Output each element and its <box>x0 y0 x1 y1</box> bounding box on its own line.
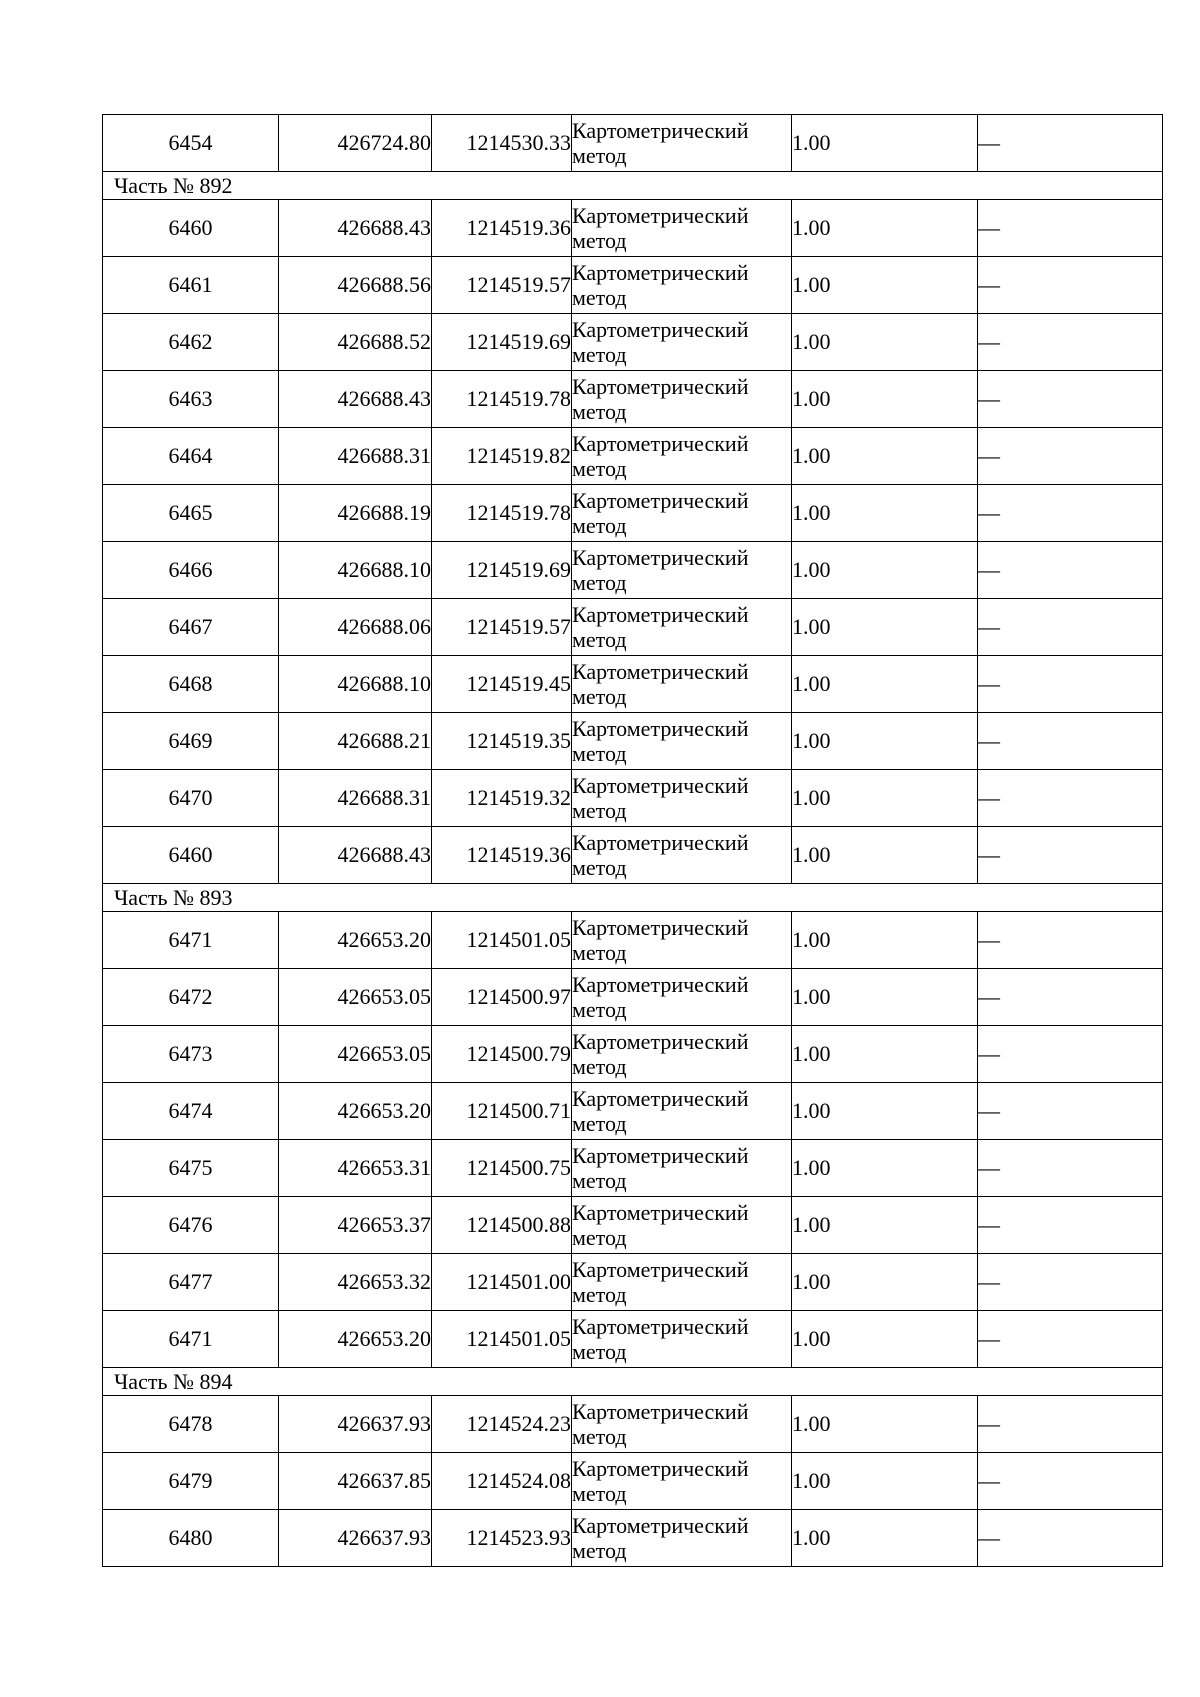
description-cell: — <box>978 485 1163 542</box>
method-line-2: метод <box>572 1054 627 1079</box>
y-coordinate-cell: 1214519.57 <box>432 257 572 314</box>
method-line-2: метод <box>572 342 627 367</box>
method-cell <box>572 1197 792 1254</box>
method-line-2: метод <box>572 1538 627 1563</box>
part-label: Часть № 894 <box>103 1368 1163 1396</box>
accuracy-cell: 1.00 <box>792 1140 978 1197</box>
table-row <box>103 371 1163 428</box>
table-row <box>103 314 1163 371</box>
x-coordinate-cell: 426653.31 <box>279 1140 432 1197</box>
x-coordinate-cell: 426688.52 <box>279 314 432 371</box>
accuracy-cell: 1.00 <box>792 314 978 371</box>
description-cell: — <box>978 1083 1163 1140</box>
y-coordinate-cell: 1214500.79 <box>432 1026 572 1083</box>
accuracy-cell: 1.00 <box>792 1453 978 1510</box>
accuracy-cell: 1.00 <box>792 257 978 314</box>
y-coordinate-cell: 1214500.71 <box>432 1083 572 1140</box>
method-cell <box>572 1083 792 1140</box>
y-coordinate-cell: 1214519.36 <box>432 200 572 257</box>
point-number-cell: 6462 <box>103 314 279 371</box>
x-coordinate-cell: 426653.32 <box>279 1254 432 1311</box>
table-row <box>103 1510 1163 1567</box>
method-cell <box>572 485 792 542</box>
method-line-1: Картометрический <box>572 1314 749 1339</box>
y-coordinate-cell: 1214519.82 <box>432 428 572 485</box>
method-line-1: Картометрический <box>572 203 749 228</box>
method-line-1: Картометрический <box>572 972 749 997</box>
method-cell <box>572 969 792 1026</box>
method-cell <box>572 656 792 713</box>
x-coordinate-cell: 426688.31 <box>279 428 432 485</box>
table-row <box>103 1254 1163 1311</box>
table-row <box>103 428 1163 485</box>
method-cell <box>572 1140 792 1197</box>
method-cell <box>572 1311 792 1368</box>
method-cell <box>572 770 792 827</box>
method-line-1: Картометрический <box>572 1086 749 1111</box>
description-cell: — <box>978 200 1163 257</box>
table-row <box>103 1311 1163 1368</box>
x-coordinate-cell: 426688.43 <box>279 371 432 428</box>
point-number-cell: 6478 <box>103 1396 279 1453</box>
method-cell <box>572 1396 792 1453</box>
y-coordinate-cell: 1214523.93 <box>432 1510 572 1567</box>
method-line-2: метод <box>572 627 627 652</box>
description-cell: — <box>978 257 1163 314</box>
method-line-2: метод <box>572 1339 627 1364</box>
point-number-cell: 6460 <box>103 200 279 257</box>
method-line-1: Картометрический <box>572 431 749 456</box>
method-line-1: Картометрический <box>572 716 749 741</box>
method-line-1: Картометрический <box>572 1143 749 1168</box>
method-line-1: Картометрический <box>572 659 749 684</box>
document-page <box>102 114 1162 1567</box>
y-coordinate-cell: 1214501.05 <box>432 1311 572 1368</box>
method-line-2: метод <box>572 456 627 481</box>
method-line-2: метод <box>572 940 627 965</box>
accuracy-cell: 1.00 <box>792 912 978 969</box>
method-cell <box>572 713 792 770</box>
x-coordinate-cell: 426688.21 <box>279 713 432 770</box>
y-coordinate-cell: 1214501.00 <box>432 1254 572 1311</box>
method-line-1: Картометрический <box>572 1200 749 1225</box>
description-cell: — <box>978 713 1163 770</box>
table-row <box>103 969 1163 1026</box>
method-line-1: Картометрический <box>572 317 749 342</box>
y-coordinate-cell: 1214519.69 <box>432 542 572 599</box>
table-row <box>103 1140 1163 1197</box>
accuracy-cell: 1.00 <box>792 656 978 713</box>
part-header-row <box>103 1368 1163 1396</box>
description-cell: — <box>978 542 1163 599</box>
accuracy-cell: 1.00 <box>792 542 978 599</box>
accuracy-cell: 1.00 <box>792 115 978 172</box>
method-line-1: Картометрический <box>572 1029 749 1054</box>
accuracy-cell: 1.00 <box>792 485 978 542</box>
y-coordinate-cell: 1214519.78 <box>432 371 572 428</box>
accuracy-cell: 1.00 <box>792 1083 978 1140</box>
method-line-2: метод <box>572 798 627 823</box>
method-line-1: Картометрический <box>572 1257 749 1282</box>
method-cell <box>572 428 792 485</box>
method-cell <box>572 115 792 172</box>
x-coordinate-cell: 426688.10 <box>279 656 432 713</box>
y-coordinate-cell: 1214501.05 <box>432 912 572 969</box>
method-line-1: Картометрический <box>572 1399 749 1424</box>
point-number-cell: 6465 <box>103 485 279 542</box>
method-cell <box>572 371 792 428</box>
method-line-2: метод <box>572 1282 627 1307</box>
method-line-2: метод <box>572 1481 627 1506</box>
point-number-cell: 6467 <box>103 599 279 656</box>
x-coordinate-cell: 426653.20 <box>279 1311 432 1368</box>
point-number-cell: 6477 <box>103 1254 279 1311</box>
coordinates-table-body <box>103 115 1163 1567</box>
method-line-2: метод <box>572 228 627 253</box>
description-cell: — <box>978 656 1163 713</box>
method-cell <box>572 1453 792 1510</box>
accuracy-cell: 1.00 <box>792 969 978 1026</box>
accuracy-cell: 1.00 <box>792 1396 978 1453</box>
accuracy-cell: 1.00 <box>792 599 978 656</box>
method-cell <box>572 1254 792 1311</box>
method-line-1: Картометрический <box>572 374 749 399</box>
description-cell: — <box>978 770 1163 827</box>
method-line-1: Картометрический <box>572 773 749 798</box>
description-cell: — <box>978 1026 1163 1083</box>
method-line-2: метод <box>572 741 627 766</box>
description-cell: — <box>978 1396 1163 1453</box>
description-cell: — <box>978 1453 1163 1510</box>
x-coordinate-cell: 426653.20 <box>279 1083 432 1140</box>
accuracy-cell: 1.00 <box>792 1510 978 1567</box>
description-cell: — <box>978 1510 1163 1567</box>
method-line-1: Картометрический <box>572 830 749 855</box>
table-row <box>103 770 1163 827</box>
table-row <box>103 1396 1163 1453</box>
method-line-2: метод <box>572 285 627 310</box>
table-row <box>103 1197 1163 1254</box>
table-row <box>103 912 1163 969</box>
point-number-cell: 6476 <box>103 1197 279 1254</box>
table-row <box>103 1083 1163 1140</box>
method-line-2: метод <box>572 684 627 709</box>
y-coordinate-cell: 1214500.97 <box>432 969 572 1026</box>
part-label: Часть № 892 <box>103 172 1163 200</box>
x-coordinate-cell: 426724.80 <box>279 115 432 172</box>
accuracy-cell: 1.00 <box>792 428 978 485</box>
method-line-2: метод <box>572 1424 627 1449</box>
accuracy-cell: 1.00 <box>792 827 978 884</box>
method-line-1: Картометрический <box>572 1513 749 1538</box>
method-cell <box>572 1026 792 1083</box>
method-line-1: Картометрический <box>572 915 749 940</box>
point-number-cell: 6470 <box>103 770 279 827</box>
description-cell: — <box>978 1140 1163 1197</box>
table-row <box>103 713 1163 770</box>
point-number-cell: 6454 <box>103 115 279 172</box>
y-coordinate-cell: 1214530.33 <box>432 115 572 172</box>
method-line-1: Картометрический <box>572 545 749 570</box>
y-coordinate-cell: 1214519.35 <box>432 713 572 770</box>
y-coordinate-cell: 1214519.57 <box>432 599 572 656</box>
table-row <box>103 485 1163 542</box>
x-coordinate-cell: 426653.37 <box>279 1197 432 1254</box>
y-coordinate-cell: 1214519.36 <box>432 827 572 884</box>
method-cell <box>572 599 792 656</box>
description-cell: — <box>978 827 1163 884</box>
point-number-cell: 6463 <box>103 371 279 428</box>
method-line-2: метод <box>572 997 627 1022</box>
y-coordinate-cell: 1214500.88 <box>432 1197 572 1254</box>
x-coordinate-cell: 426637.85 <box>279 1453 432 1510</box>
description-cell: — <box>978 969 1163 1026</box>
x-coordinate-cell: 426653.05 <box>279 969 432 1026</box>
description-cell: — <box>978 314 1163 371</box>
method-line-2: метод <box>572 143 627 168</box>
description-cell: — <box>978 1197 1163 1254</box>
y-coordinate-cell: 1214519.32 <box>432 770 572 827</box>
accuracy-cell: 1.00 <box>792 1311 978 1368</box>
method-cell <box>572 257 792 314</box>
x-coordinate-cell: 426688.43 <box>279 827 432 884</box>
description-cell: — <box>978 1254 1163 1311</box>
method-cell <box>572 200 792 257</box>
method-line-1: Картометрический <box>572 118 749 143</box>
point-number-cell: 6461 <box>103 257 279 314</box>
table-row <box>103 656 1163 713</box>
accuracy-cell: 1.00 <box>792 1254 978 1311</box>
description-cell: — <box>978 912 1163 969</box>
description-cell: — <box>978 1311 1163 1368</box>
table-row <box>103 115 1163 172</box>
x-coordinate-cell: 426688.19 <box>279 485 432 542</box>
accuracy-cell: 1.00 <box>792 371 978 428</box>
point-number-cell: 6473 <box>103 1026 279 1083</box>
method-line-2: метод <box>572 1111 627 1136</box>
description-cell: — <box>978 115 1163 172</box>
accuracy-cell: 1.00 <box>792 200 978 257</box>
x-coordinate-cell: 426653.05 <box>279 1026 432 1083</box>
point-number-cell: 6480 <box>103 1510 279 1567</box>
method-line-1: Картометрический <box>572 488 749 513</box>
accuracy-cell: 1.00 <box>792 1026 978 1083</box>
method-line-2: метод <box>572 855 627 880</box>
point-number-cell: 6471 <box>103 912 279 969</box>
y-coordinate-cell: 1214519.69 <box>432 314 572 371</box>
part-header-row <box>103 172 1163 200</box>
point-number-cell: 6469 <box>103 713 279 770</box>
method-line-1: Картометрический <box>572 260 749 285</box>
description-cell: — <box>978 428 1163 485</box>
point-number-cell: 6468 <box>103 656 279 713</box>
description-cell: — <box>978 599 1163 656</box>
x-coordinate-cell: 426688.06 <box>279 599 432 656</box>
x-coordinate-cell: 426688.10 <box>279 542 432 599</box>
coordinates-table <box>102 114 1163 1567</box>
method-line-1: Картометрический <box>572 1456 749 1481</box>
point-number-cell: 6460 <box>103 827 279 884</box>
point-number-cell: 6472 <box>103 969 279 1026</box>
table-row <box>103 257 1163 314</box>
x-coordinate-cell: 426688.31 <box>279 770 432 827</box>
y-coordinate-cell: 1214519.45 <box>432 656 572 713</box>
method-line-2: метод <box>572 570 627 595</box>
method-cell <box>572 314 792 371</box>
method-line-2: метод <box>572 1225 627 1250</box>
method-line-1: Картометрический <box>572 602 749 627</box>
table-row <box>103 542 1163 599</box>
point-number-cell: 6474 <box>103 1083 279 1140</box>
description-cell: — <box>978 371 1163 428</box>
method-cell <box>572 912 792 969</box>
accuracy-cell: 1.00 <box>792 770 978 827</box>
y-coordinate-cell: 1214524.23 <box>432 1396 572 1453</box>
y-coordinate-cell: 1214524.08 <box>432 1453 572 1510</box>
table-row <box>103 1453 1163 1510</box>
method-line-2: метод <box>572 1168 627 1193</box>
method-line-2: метод <box>572 399 627 424</box>
point-number-cell: 6475 <box>103 1140 279 1197</box>
method-line-2: метод <box>572 513 627 538</box>
method-cell <box>572 1510 792 1567</box>
point-number-cell: 6479 <box>103 1453 279 1510</box>
y-coordinate-cell: 1214500.75 <box>432 1140 572 1197</box>
x-coordinate-cell: 426637.93 <box>279 1396 432 1453</box>
accuracy-cell: 1.00 <box>792 713 978 770</box>
part-label: Часть № 893 <box>103 884 1163 912</box>
part-header-row <box>103 884 1163 912</box>
table-row <box>103 599 1163 656</box>
point-number-cell: 6471 <box>103 1311 279 1368</box>
x-coordinate-cell: 426653.20 <box>279 912 432 969</box>
method-cell <box>572 542 792 599</box>
method-cell <box>572 827 792 884</box>
table-row <box>103 1026 1163 1083</box>
point-number-cell: 6466 <box>103 542 279 599</box>
x-coordinate-cell: 426688.56 <box>279 257 432 314</box>
point-number-cell: 6464 <box>103 428 279 485</box>
y-coordinate-cell: 1214519.78 <box>432 485 572 542</box>
table-row <box>103 200 1163 257</box>
accuracy-cell: 1.00 <box>792 1197 978 1254</box>
x-coordinate-cell: 426688.43 <box>279 200 432 257</box>
table-row <box>103 827 1163 884</box>
x-coordinate-cell: 426637.93 <box>279 1510 432 1567</box>
